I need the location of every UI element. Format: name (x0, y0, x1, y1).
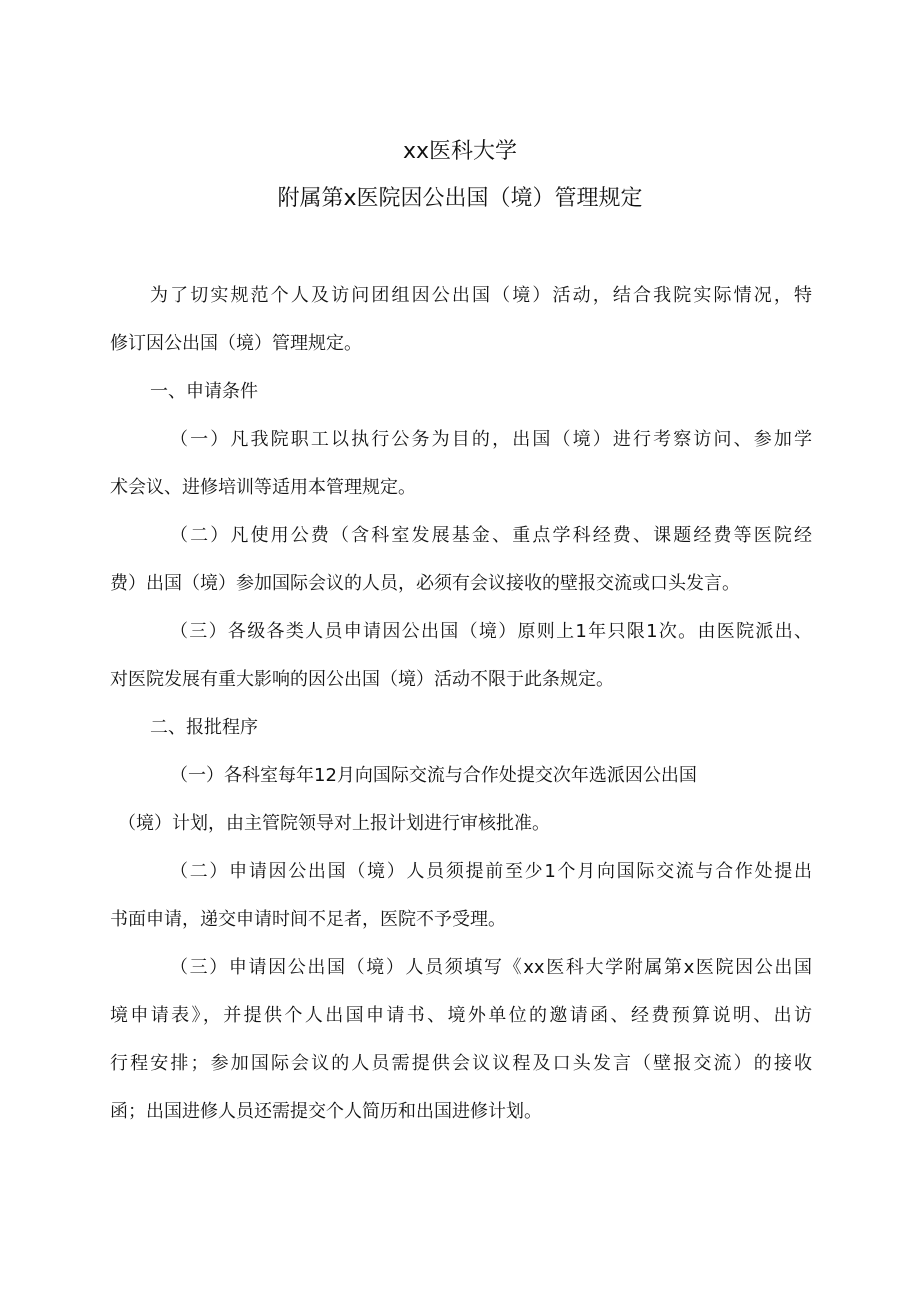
section-heading-application-conditions: 一、申请条件 (150, 381, 258, 402)
procedure-3-line-1: （三）申请因公出国（境）人员须填写《xx医科大学附属第x医院因公出国 (170, 957, 812, 978)
condition-1-line-2: 术会议、进修培训等适用本管理规定。 (110, 477, 416, 498)
procedure-2-line-2: 书面申请，递交申请时间不足者，医院不予受理。 (110, 909, 506, 930)
procedure-1-line-2: （境）计划，由主管院领导对上报计划进行审核批准。 (118, 813, 550, 834)
condition-2-line-2: 费）出国（境）参加国际会议的人员，必须有会议接收的壁报交流或口头发言。 (110, 573, 740, 594)
paragraph-intro-line-1: 为了切实规范个人及访问团组因公出国（境）活动，结合我院实际情况，特 (150, 285, 812, 306)
paragraph-intro-line-2: 修订因公出国（境）管理规定。 (110, 333, 362, 354)
procedure-2-line-1: （二）申请因公出国（境）人员须提前至少1个月向国际交流与合作处提出 (170, 861, 812, 882)
procedure-3-line-2: 境申请表》，并提供个人出国申请书、境外单位的邀请函、经费预算说明、出访 (110, 1005, 812, 1026)
condition-3-line-2: 对医院发展有重大影响的因公出国（境）活动不限于此条规定。 (110, 669, 614, 690)
procedure-1-line-1: （一）各科室每年12月向国际交流与合作处提交次年选派因公出国 (170, 765, 697, 786)
document-title-institution: xx医科大学 (402, 139, 518, 164)
section-heading-approval-procedure: 二、报批程序 (150, 717, 258, 738)
condition-1-line-1: （一）凡我院职工以执行公务为目的，出国（境）进行考察访问、参加学 (170, 429, 812, 450)
condition-3-line-1: （三）各级各类人员申请因公出国（境）原则上1年只限1次。由医院派出、 (170, 621, 812, 642)
document-title-regulation: 附属第x医院因公出国（境）管理规定 (277, 186, 643, 211)
condition-2-line-1: （二）凡使用公费（含科室发展基金、重点学科经费、课题经费等医院经 (170, 525, 812, 546)
procedure-3-line-3: 行程安排；参加国际会议的人员需提供会议议程及口头发言（壁报交流）的接收 (110, 1053, 812, 1074)
procedure-3-line-4: 函；出国进修人员还需提交个人简历和出国进修计划。 (110, 1101, 542, 1122)
